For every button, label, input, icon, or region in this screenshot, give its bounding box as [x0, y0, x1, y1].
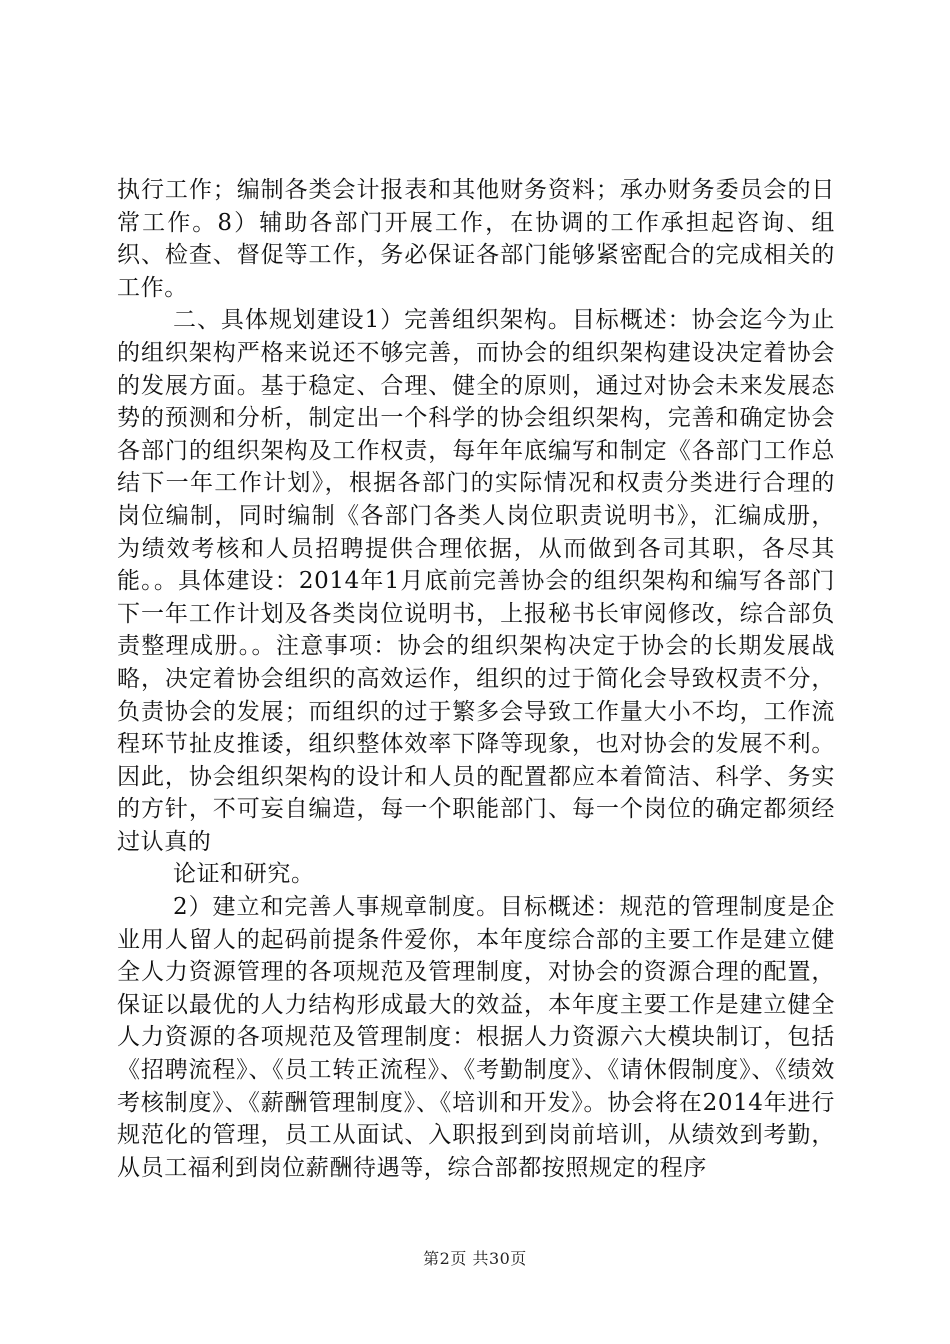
- page-number-footer: 第2页 共30页: [423, 1249, 527, 1268]
- paragraph-org-structure: 二、具体规划建设1）完善组织架构。目标概述：协会迄今为止的组织架构严格来说还不够完善，而协会的组织架构建设决定着协会的发展方面。基于稳定、合理、健全的原则，通过对协会未来发展态势的预测和分析，制定出一个科学的协会组织架构，完善和确定协会各部门的组织架构及工作权责，每年年底编写和制定《各部门工作总结下一年工作计划》，根据各部门的实际情况和权责分类进行合理的岗位编制，同时编制《各部门各类人岗位职责说明书》，汇编成册，为绩效考核和人员招聘提供合理依据，从而做到各司其职，各尽其能。。具体建设：2014年1月底前完善协会的组织架构和编写各部门下一年工作计划及各类岗位说明书，上报秘书长审阅修改，综合部负责整理成册。。注意事项：协会的组织架构决定于协会的长期发展战略，决定着协会组织的高效运作，组织的过于简化会导致权责不分，负责协会的发展；而组织的过于繁多会导致工作量大小不均，工作流程环节扯皮推诿，组织整体效率下降等现象，也对协会的发展不利。因此，协会组织架构的设计和人员的配置都应本着简洁、科学、务实的方针，不可妄自编造，每一个职能部门、每一个岗位的确定都须经过认真的: [117, 307, 835, 855]
- paragraph-finance-duties: 执行工作；编制各类会计报表和其他财务资料；承办财务委员会的日常工作。8）辅助各部门开展工作，在协调的工作承担起咨询、组织、检查、督促等工作，务必保证各部门能够紧密配合的完成相关的工作。: [117, 177, 835, 301]
- document-body: [117, 174, 835, 1184]
- paragraph-hr-regulations: 2）建立和完善人事规章制度。目标概述：规范的管理制度是企业用人留人的起码前提条件爱你，本年度综合部的主要工作是建立健全人力资源管理的各项规范及管理制度，对协会的资源合理的配置，保证以最优的人力结构形成最大的效益，本年度主要工作是建立健全人力资源的各项规范及管理制度：根据人力资源六大模块制订，包括《招聘流程》、《员工转正流程》、《考勤制度》、《请休假制度》、《绩效考核制度》、《薪酬管理制度》、《培训和开发》。协会将在2014年进行规范化的管理，员工从面试、入职报到到岗前培训，从绩效到考勤，从员工福利到岗位薪酬待遇等，综合部都按照规定的程序: [117, 894, 835, 1181]
- paragraph-argumentation: 论证和研究。: [173, 861, 315, 888]
